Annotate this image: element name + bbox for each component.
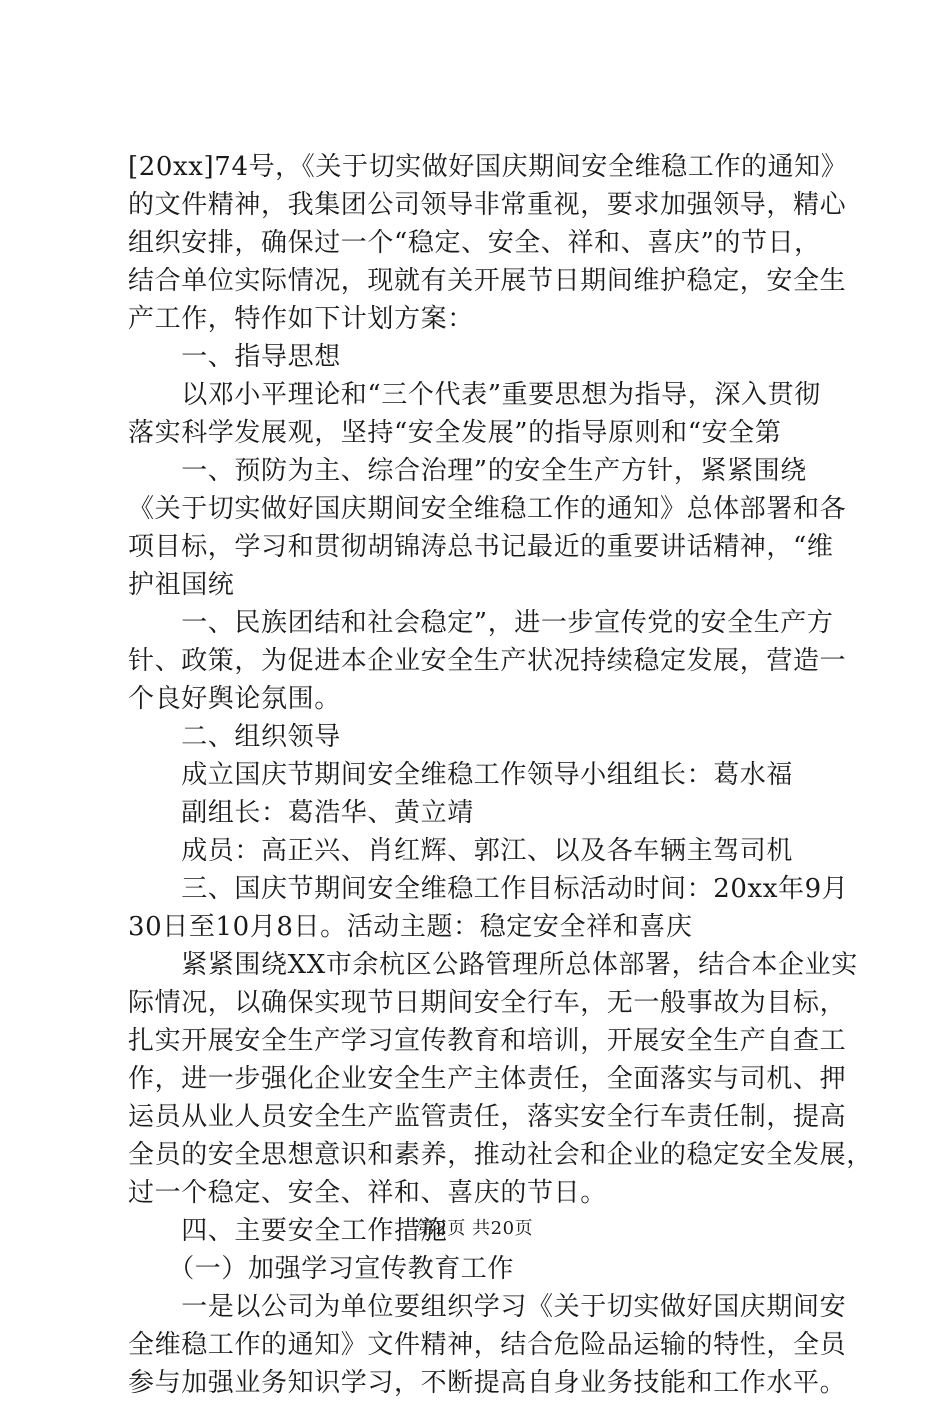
text-line: 护祖国统	[128, 570, 235, 600]
text-line: 的文件精神，我集团公司领导非常重视，要求加强领导，精心	[128, 190, 847, 220]
text-line: 项目标，学习和贯彻胡锦涛总书记最近的重要讲话精神，“维	[128, 532, 834, 562]
text-line: 结合单位实际情况，现就有关开展节日期间维护稳定，安全生	[128, 266, 847, 296]
text-line: 30日至10月8日。活动主题：稳定安全祥和喜庆	[128, 912, 693, 942]
text-line: 作，进一步强化企业安全生产主体责任，全面落实与司机、押	[128, 1064, 847, 1094]
text-line: 紧紧围绕XX市余杭区公路管理所总体部署，结合本企业实	[128, 950, 858, 980]
section-heading: 二、组织领导	[128, 722, 341, 752]
text-line: 副组长：葛浩华、黄立靖	[128, 798, 474, 828]
text-line: 际情况，以确保实现节日期间安全行车，无一般事故为目标，	[128, 988, 847, 1018]
section-heading: 三、国庆节期间安全维稳工作目标活动时间：20xx年9月	[128, 874, 849, 904]
text-line: 一是以公司为单位要组织学习《关于切实做好国庆期间安	[128, 1292, 847, 1322]
text-line: 参与加强业务知识学习，不断提高自身业务技能和工作水平。	[128, 1368, 847, 1398]
text-line: 以邓小平理论和“三个代表”重要思想为指导，深入贯彻	[128, 380, 821, 410]
subsection-heading: （一）加强学习宣传教育工作	[128, 1254, 515, 1284]
text-line: 《关于切实做好国庆期间安全维稳工作的通知》总体部署和各	[128, 494, 847, 524]
text-line: 成立国庆节期间安全维稳工作领导小组组长：葛水福	[128, 760, 794, 790]
text-line: [20xx]74号，《关于切实做好国庆期间安全维稳工作的通知》	[128, 152, 848, 182]
text-line: 个良好舆论氛围。	[128, 684, 341, 714]
section-heading: 一、指导思想	[128, 342, 341, 372]
text-line: 过一个稳定、安全、祥和、喜庆的节日。	[128, 1178, 607, 1208]
text-line: 组织安排，确保过一个“稳定、安全、祥和、喜庆”的节日，	[128, 228, 821, 258]
text-line: 产工作，特作如下计划方案：	[128, 304, 474, 334]
page-number-footer: 第2页 共20页	[416, 1218, 534, 1239]
text-line: 全员的安全思想意识和素养，推动社会和企业的稳定安全发展，	[128, 1140, 873, 1170]
text-line: 扎实开展安全生产学习宣传教育和培训，开展安全生产自查工	[128, 1026, 847, 1056]
text-line: 运员从业人员安全生产监管责任，落实安全行车责任制，提高	[128, 1102, 847, 1132]
text-line: 针、政策，为促进本企业安全生产状况持续稳定发展，营造一	[128, 646, 847, 676]
text-line: 一、民族团结和社会稳定”，进一步宣传党的安全生产方	[128, 608, 834, 638]
text-line: 一、预防为主、综合治理”的安全生产方针，紧紧围绕	[128, 456, 807, 486]
section-heading: 四、主要安全工作措施	[128, 1216, 448, 1246]
text-line: 全维稳工作的通知》文件精神，结合危险品运输的特性，全员	[128, 1330, 847, 1360]
text-line: 成员：高正兴、肖红辉、郭江、以及各车辆主驾司机	[128, 836, 794, 866]
text-line: 落实科学发展观，坚持“安全发展”的指导原则和“安全第	[128, 418, 782, 448]
